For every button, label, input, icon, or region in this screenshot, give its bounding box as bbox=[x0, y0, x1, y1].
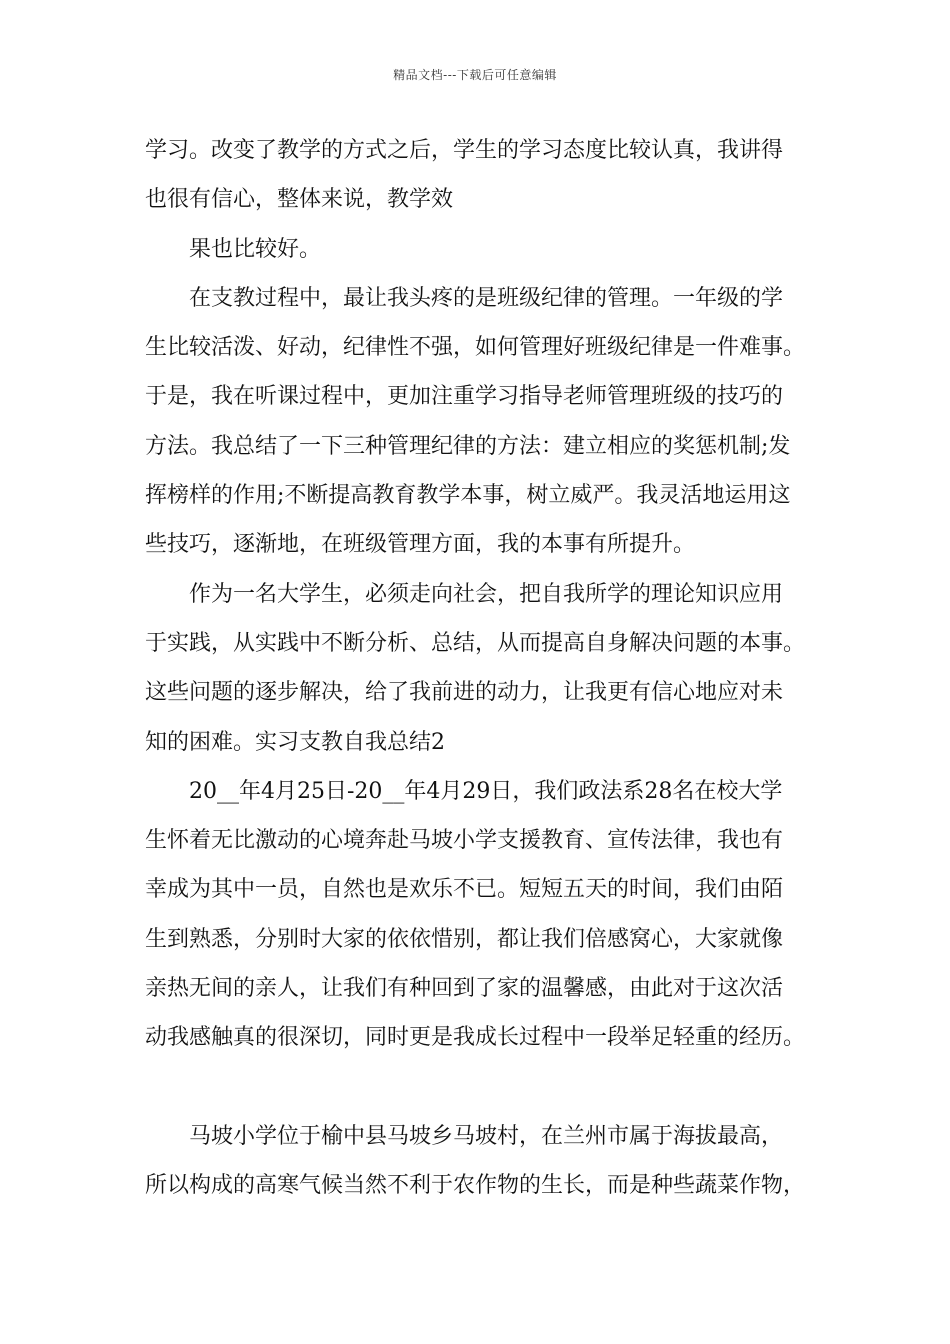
text-line: 动我感触真的很深切，同时更是我成长过程中一段举足轻重的经历。 bbox=[145, 1025, 806, 1051]
paragraph-gap bbox=[145, 1063, 835, 1112]
text-line: 于实践，从实践中不断分析、总结，从而提高自身解决问题的本事。 bbox=[145, 630, 806, 656]
text-line: 生怀着无比激动的心境奔赴马坡小学支援教育、宣传法律，我也有 bbox=[145, 828, 784, 854]
text-line: 学习。改变了教学的方式之后，学生的学习态度比较认真，我讲得 bbox=[145, 138, 784, 163]
text-line: 于是，我在听课过程中，更加注重学习指导老师管理班级的技巧的 bbox=[145, 384, 784, 410]
text-line: 生比较活泼、好动，纪律性不强，如何管理好班级纪律是一件难事。 bbox=[145, 335, 806, 361]
document-body bbox=[145, 126, 835, 1211]
text-line: 也很有信心，整体来说，教学效 bbox=[145, 187, 454, 213]
text-line: 这些问题的逐步解决，给了我前进的动力，让我更有信心地应对未 bbox=[145, 680, 784, 706]
page-header: 精品文档---下载后可任意编辑 bbox=[393, 68, 557, 82]
text-line: 知的困难。实习支教自我总结2 bbox=[145, 729, 445, 755]
text-line: 作为一名大学生，必须走向社会，把自我所学的理论知识应用 bbox=[189, 581, 784, 607]
text-line: 亲热无间的亲人，让我们有种回到了家的温馨感，由此对于这次活 bbox=[145, 976, 784, 1002]
text-line: 挥榜样的作用;不断提高教育教学本事，树立威严。我灵活地运用这 bbox=[145, 483, 791, 509]
text-line: 20__年4月25日-20__年4月29日，我们政法系28名在校大学 bbox=[189, 778, 783, 804]
text-line: 生到熟悉，分别时大家的依依惜别，都让我们倍感窝心，大家就像 bbox=[145, 926, 784, 952]
text-line: 马坡小学位于榆中县马坡乡马坡村，在兰州市属于海拔最高， bbox=[189, 1123, 784, 1149]
text-line: 幸成为其中一员，自然也是欢乐不已。短短五天的时间，我们由陌 bbox=[145, 877, 784, 903]
text-line: 果也比较好。 bbox=[189, 236, 322, 262]
text-line: 所以构成的高寒气候当然不利于农作物的生长，而是种些蔬菜作物， bbox=[145, 1173, 806, 1199]
text-line: 些技巧，逐渐地，在班级管理方面，我的本事有所提升。 bbox=[145, 532, 696, 558]
text-line: 在支教过程中，最让我头疼的是班级纪律的管理。一年级的学 bbox=[189, 285, 784, 311]
text-line: 方法。我总结了一下三种管理纪律的方法：建立相应的奖惩机制;发 bbox=[145, 433, 791, 459]
